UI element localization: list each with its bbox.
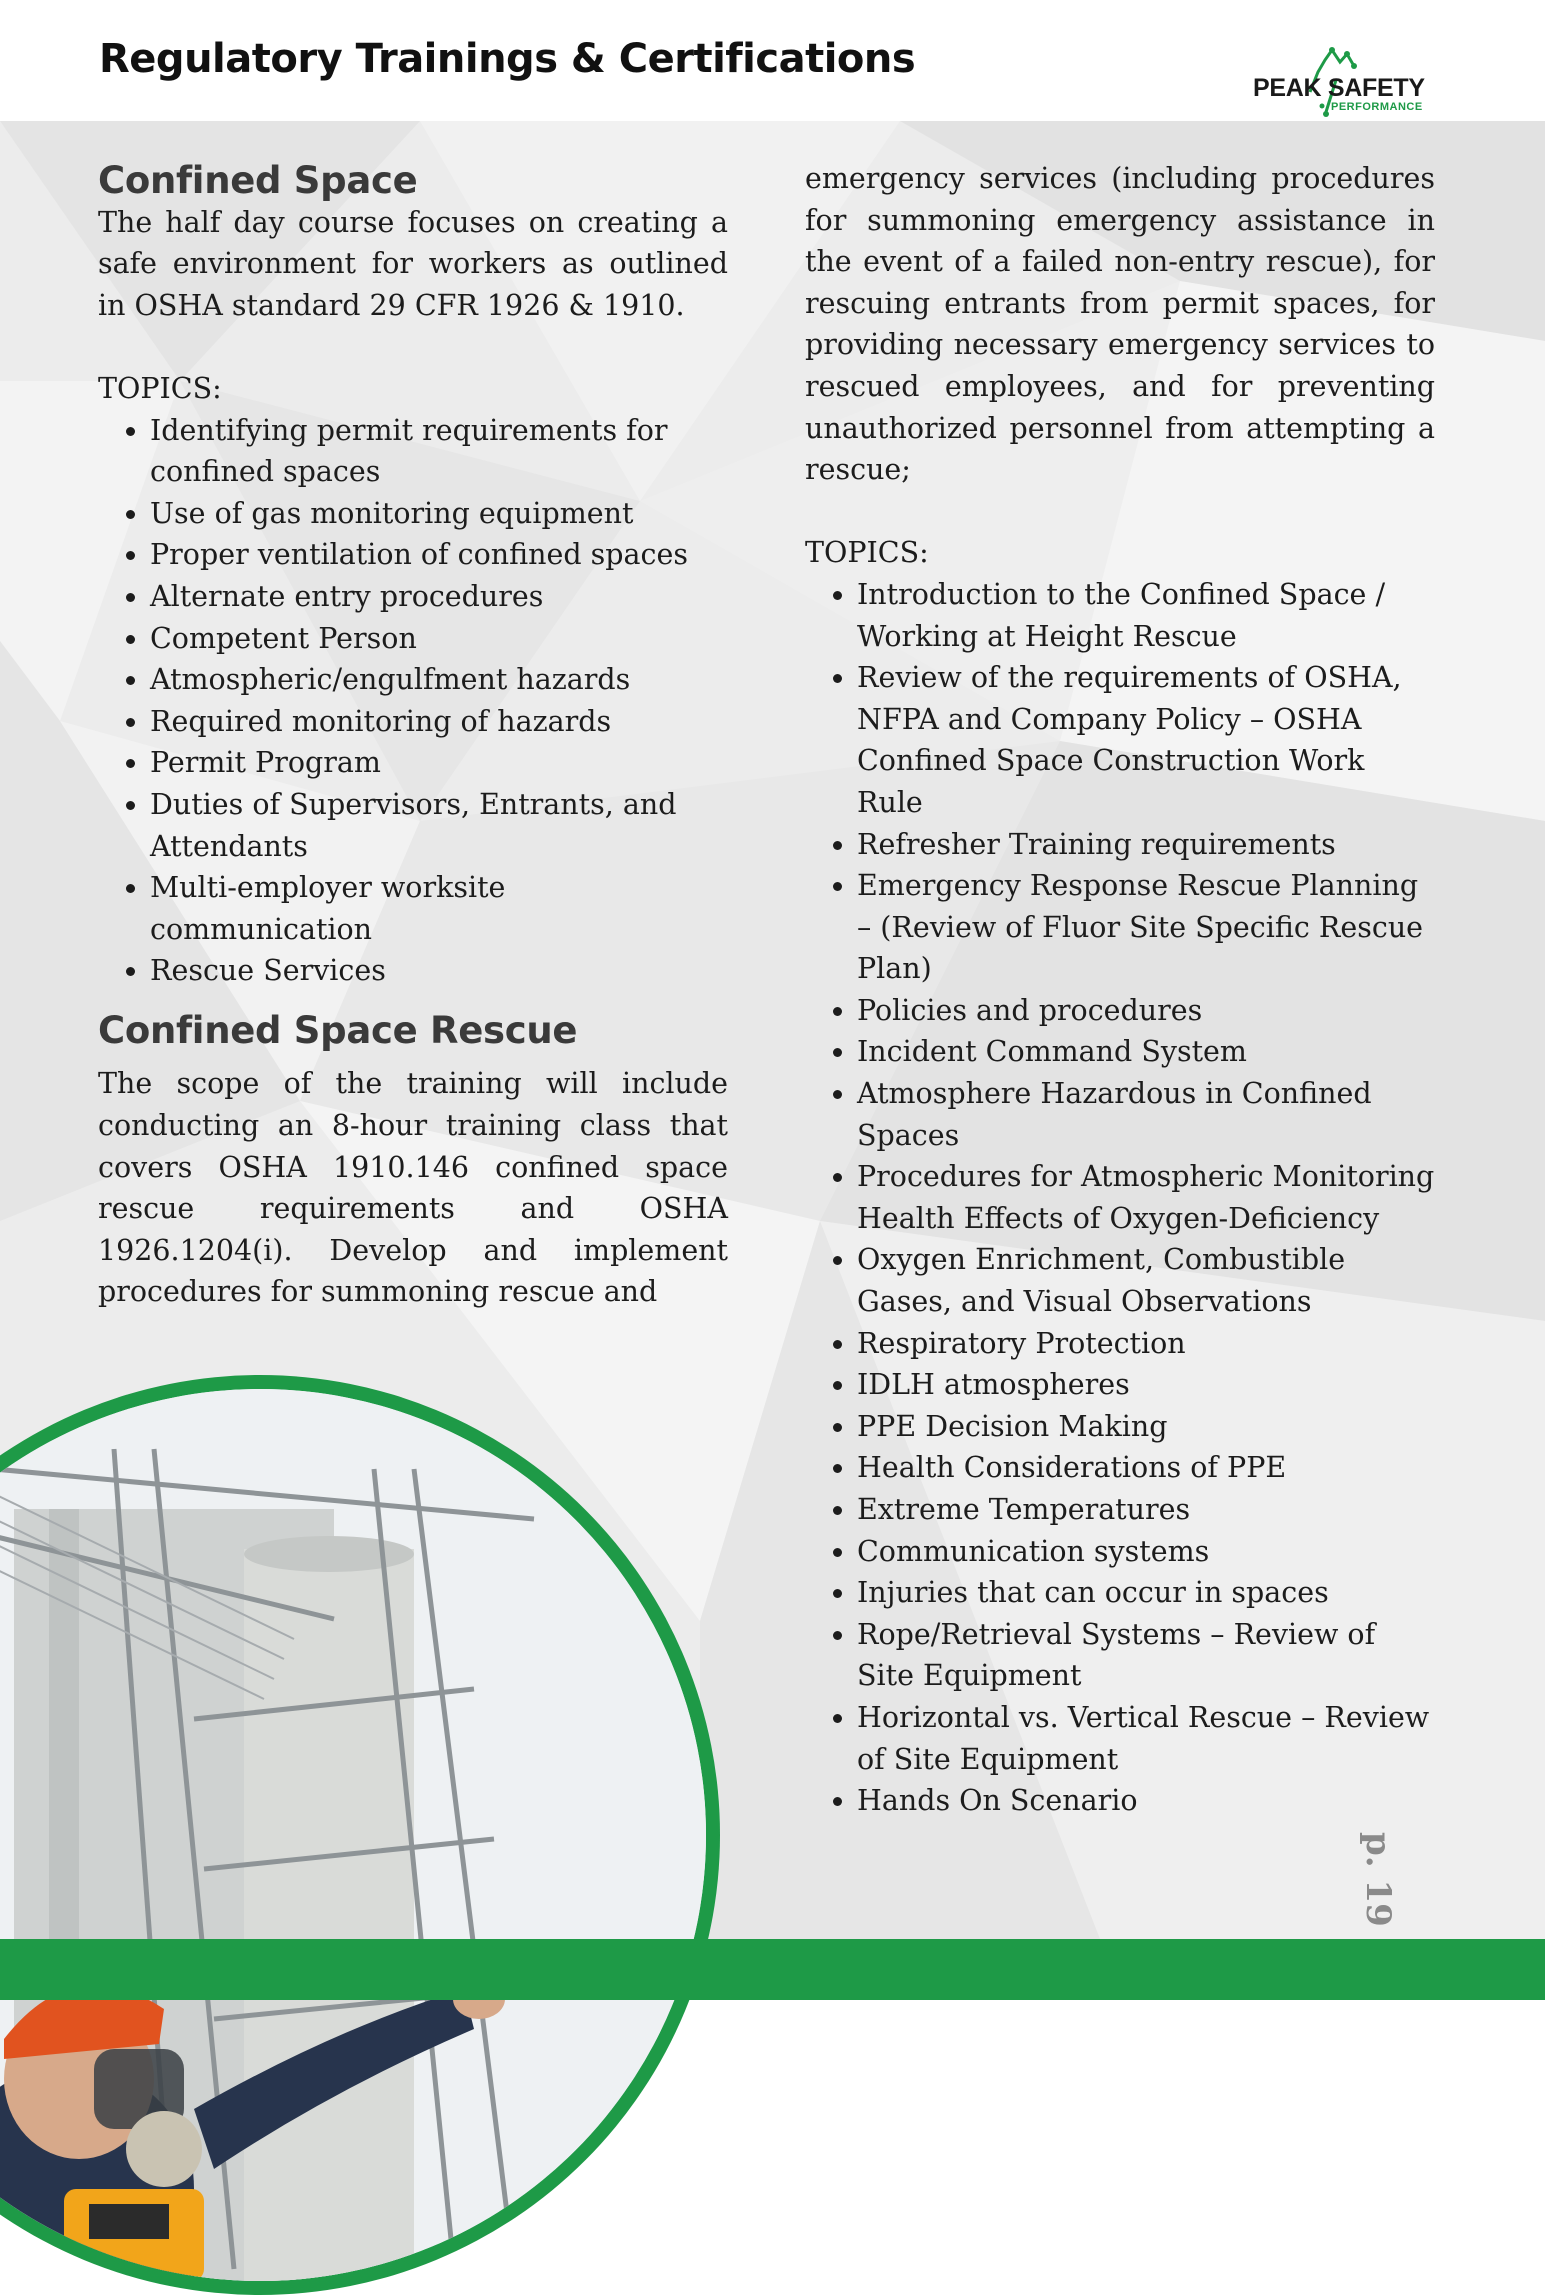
list-item: • Alternate entry procedures (150, 576, 728, 618)
list-item: • Oxygen Enrichment, Combustible Gases, and Visual Observations (857, 1239, 1435, 1322)
list-item: • Competent Person (150, 618, 728, 660)
worker-photo (0, 1389, 706, 2281)
list-item: • Communication systems (857, 1531, 1435, 1573)
list-item: • Rope/Retrieval Systems – Review of Site Equipment (857, 1614, 1435, 1697)
peak-safety-logo (1250, 40, 1450, 120)
worker-photo-frame (0, 1375, 720, 2295)
list-item: • PPE Decision Making (857, 1406, 1435, 1448)
list-item: • Horizontal vs. Vertical Rescue – Review of Site Equipment (857, 1697, 1435, 1780)
page-title: Regulatory Trainings & Certifications (99, 36, 916, 82)
confined-space-intro: The half day course focuses on creating a safe environment for workers as outlined in OSHA standard 29 CFR 1926 & 1910. (98, 205, 728, 322)
list-item: • Respiratory Protection (857, 1323, 1435, 1365)
list-item: • Multi-employer worksite communication (150, 867, 728, 950)
footer-bar (0, 1939, 1545, 2000)
rescue-topics (805, 574, 1435, 1822)
right-column (805, 158, 1435, 1822)
list-item: • Refresher Training requirements (857, 824, 1435, 866)
left-column (98, 160, 728, 1313)
confined-space-heading: Confined Space (98, 159, 418, 202)
list-item: • Required monitoring of hazards (150, 701, 728, 743)
confined-space-rescue-heading: Confined Space Rescue (98, 1008, 578, 1052)
list-item: • Extreme Temperatures (857, 1489, 1435, 1531)
list-item: • Permit Program (150, 742, 728, 784)
list-item: • Proper ventilation of confined spaces (150, 534, 728, 576)
list-item: • Emergency Response Rescue Planning – (Review of Fluor Site Specific Rescue Plan) (857, 865, 1435, 990)
page-number: p. 19 (1358, 1832, 1398, 1927)
list-item: • Atmosphere Hazardous in Confined Spaces (857, 1073, 1435, 1156)
rescue-intro-part1: The scope of the training will include conducting an 8-hour training class that covers OSHA 1910.146 confined space rescue requirements and OSHA 1926.1204(i). Develop and implement procedures for summoning rescue and (98, 1067, 728, 1309)
list-item: • Duties of Supervisors, Entrants, and Attendants (150, 784, 728, 867)
list-item: • Hands On Scenario (857, 1780, 1435, 1822)
list-item: • Injuries that can occur in spaces (857, 1572, 1435, 1614)
topics-label: TOPICS: (98, 371, 222, 405)
logo-subtitle: PERFORMANCE (1331, 101, 1423, 113)
list-item: • Policies and procedures (857, 990, 1435, 1032)
list-item: • Health Considerations of PPE (857, 1447, 1435, 1489)
list-item: • Atmospheric/engulfment hazards (150, 659, 728, 701)
list-item: • Rescue Services (150, 950, 728, 992)
rescue-intro-part2: emergency services (including procedures for summoning emergency assistance in the event of a failed non-entry rescue), for rescuing entrants from permit spaces, for providing necessary emergency services to rescued employees, and for preventing unauthorized personnel from attempting a rescue; (805, 162, 1435, 487)
list-item: • Incident Command System (857, 1031, 1435, 1073)
page-header (0, 0, 1545, 121)
list-item: • IDLH atmospheres (857, 1364, 1435, 1406)
logo-wordmark: PEAK SAFETY (1253, 74, 1425, 102)
topics-label: TOPICS: (805, 536, 929, 570)
list-item: • Review of the requirements of OSHA, NFPA and Company Policy – OSHA Confined Space Construction Work Rule (857, 657, 1435, 823)
list-item: • Identifying permit requirements for confined spaces (150, 410, 728, 493)
list-item: • Use of gas monitoring equipment (150, 493, 728, 535)
list-item: • Introduction to the Confined Space / Working at Height Rescue (857, 574, 1435, 657)
confined-space-topics (98, 410, 728, 992)
list-item: • Procedures for Atmospheric Monitoring Health Effects of Oxygen-Deficiency (857, 1156, 1435, 1239)
